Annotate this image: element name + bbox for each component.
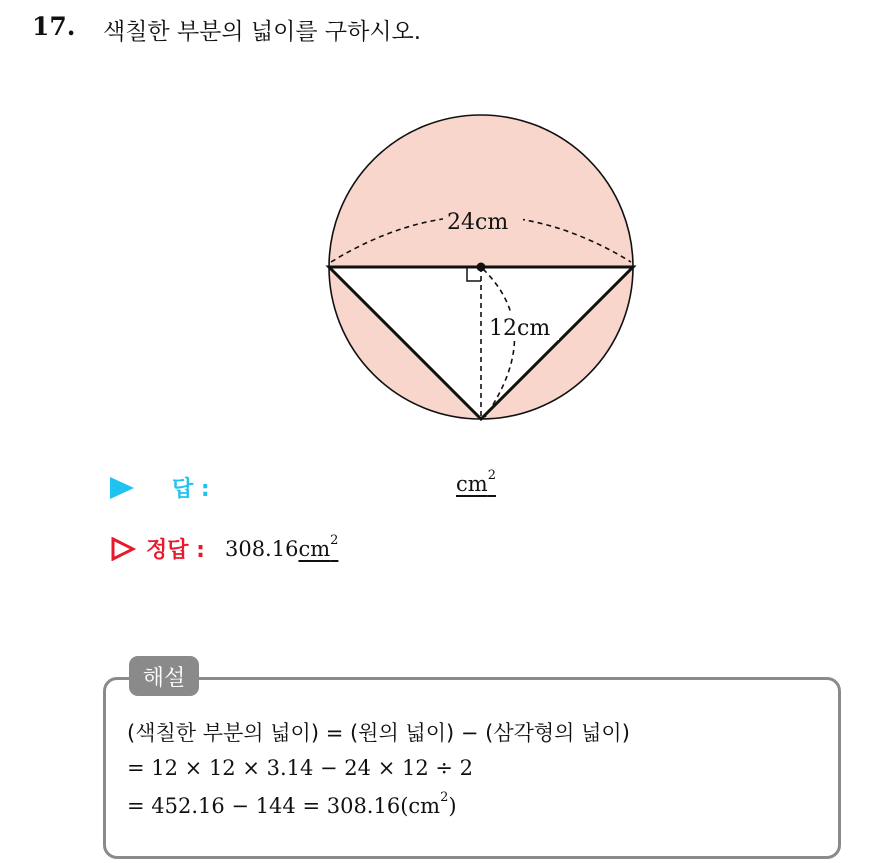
question-number: 17.: [32, 12, 76, 41]
explanation-line-2: = 12 × 12 × 3.14 − 24 × 12 ÷ 2: [127, 756, 474, 780]
explanation-line-1-text: (색칠한 부분의 넓이) = (원의 넓이) − (삼각형의 넓이): [127, 721, 630, 745]
answer-unit-base: cm: [456, 472, 488, 496]
correct-value: 308.16: [224, 536, 299, 561]
correct-unit-base: cm: [298, 536, 331, 561]
explanation-line-3: [127, 790, 457, 818]
play-icon: [110, 477, 134, 499]
correct-label: 정답 :: [146, 538, 205, 563]
explanation-line-3-close: ): [448, 794, 457, 818]
correct-unit: [298, 532, 339, 561]
answer-label: 답 :: [172, 477, 210, 502]
answer-unit[interactable]: [454, 468, 496, 496]
answer-row: [110, 472, 210, 503]
answer-unit-exponent: 2: [487, 468, 496, 483]
correct-unit-exponent: 2: [330, 532, 339, 548]
explanation-line-3-unit: cm: [408, 794, 441, 818]
diameter-label: 24cm: [447, 210, 509, 235]
correct-answer-row: [110, 533, 338, 564]
explanation-line-3-text: = 452.16 − 144 = 308.16(: [127, 794, 409, 818]
explanation-tag: 해설: [129, 656, 199, 696]
play-outline-icon: [110, 537, 136, 561]
height-label: 12cm: [489, 316, 551, 341]
explanation-line-1: [127, 717, 630, 747]
explanation-line-3-exponent: 2: [440, 790, 449, 805]
question-text: 색칠한 부분의 넓이를 구하시오.: [103, 19, 422, 45]
